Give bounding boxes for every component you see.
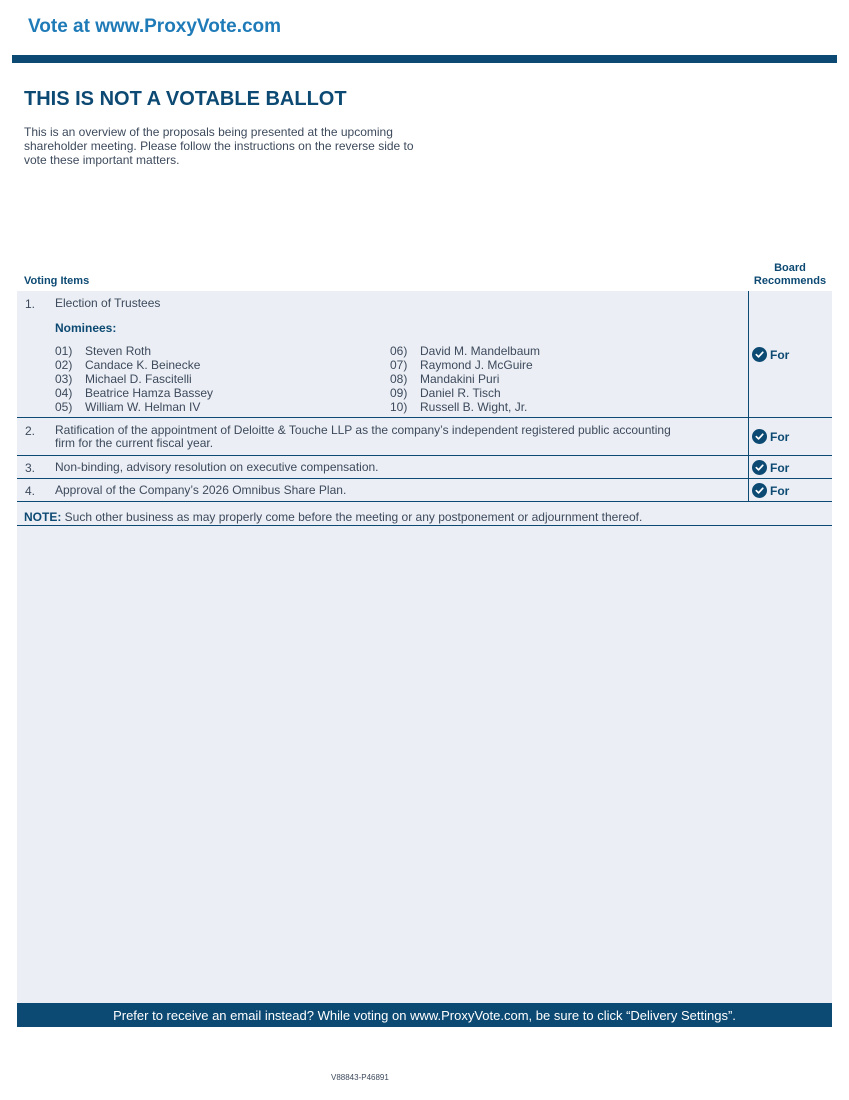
nominee-name: William W. Helman IV [85,400,201,414]
proxyvote-link[interactable]: Vote at www.ProxyVote.com [28,16,282,37]
check-circle-icon [752,483,767,498]
voting-item-1 [17,291,832,418]
nominee [390,344,540,358]
nominee [55,358,213,372]
nominee-number: 03) [55,372,73,386]
nominee [390,386,540,400]
item-text [55,424,671,450]
nominee-name: David M. Mandelbaum [420,344,541,358]
voting-items-header: Voting Items [24,275,90,287]
board-recommendation [752,429,789,444]
nominee-name: Raymond J. McGuire [420,358,533,372]
nominees-label: Nominees: [55,321,117,335]
board-recommends-header [746,262,834,288]
nominee-number: 02) [55,358,73,372]
nominee-name: Michael D. Fascitelli [85,372,192,386]
voting-item-3 [17,456,832,479]
nominee-name: Beatrice Hamza Bassey [85,386,214,400]
item-number: 2. [25,424,36,438]
recommendation-column-divider [748,291,749,501]
nominee [55,372,213,386]
header-divider [12,55,837,63]
board-recommendation [752,483,789,498]
nominee [390,358,540,372]
item-number: 1. [25,297,36,311]
board-recommends-line2: Recommends [753,275,827,287]
board-recommendation [752,347,789,362]
nominee-name: Daniel R. Tisch [420,386,501,400]
nominees-right-column [390,344,540,414]
note-text [24,510,642,524]
recommendation-text: For [770,483,790,498]
email-delivery-text: Prefer to receive an email instead? While voting on www.ProxyVote.com, be sure to click “Delivery Settings”. [113,1007,736,1023]
item-text-line1: Ratification of the appointment of Deloitte & Touche LLP as the company’s independent registered public accounting [55,423,671,437]
nominee [390,400,540,414]
nominee-name: Mandakini Puri [420,372,500,386]
nominee-number: 05) [55,400,73,414]
nominee-name: Russell B. Wight, Jr. [420,400,528,414]
note-label: NOTE: [24,510,62,524]
nominee-number: 07) [390,358,408,372]
item-number: 4. [25,484,36,498]
recommendation-text: For [770,347,790,362]
recommendation-text: For [770,460,790,475]
item-text: Non-binding, advisory resolution on executive compensation. [55,460,379,474]
nominee-name: Steven Roth [85,344,152,358]
nominee-name: Candace K. Beinecke [85,358,201,372]
nominee-number: 08) [390,372,408,386]
item-text-line2: firm for the current fiscal year. [55,436,214,450]
nominee-number: 10) [390,400,408,414]
recommendation-text: For [770,429,790,444]
nominee-number: 04) [55,386,73,400]
note-body: Such other business as may properly come before the meeting or any postponement or adjournment thereof. [61,510,643,524]
document-id: V88843-P46891 [331,1073,389,1082]
voting-item-4 [17,479,832,502]
intro-text: This is an overview of the proposals being presented at the upcoming shareholder meeting. Please follow the instructions on the reverse side to vote these important matters. [24,125,414,167]
nominees-left-column [55,344,213,414]
page-title: THIS IS NOT A VOTABLE BALLOT [24,88,347,110]
nominee [390,372,540,386]
check-circle-icon [752,460,767,475]
nominee [55,344,213,358]
voting-item-2 [17,418,832,456]
check-circle-icon [752,429,767,444]
item-text: Election of Trustees [55,296,161,310]
email-delivery-banner [17,1003,832,1027]
nominee-number: 06) [390,344,408,358]
board-recommendation [752,460,789,475]
nominee [55,386,213,400]
item-text: Approval of the Company’s 2026 Omnibus Share Plan. [55,483,347,497]
board-recommends-line1: Board [774,262,806,274]
nominee-number: 09) [390,386,408,400]
nominee-number: 01) [55,344,73,358]
nominee [55,400,213,414]
check-circle-icon [752,347,767,362]
item-number: 3. [25,461,36,475]
